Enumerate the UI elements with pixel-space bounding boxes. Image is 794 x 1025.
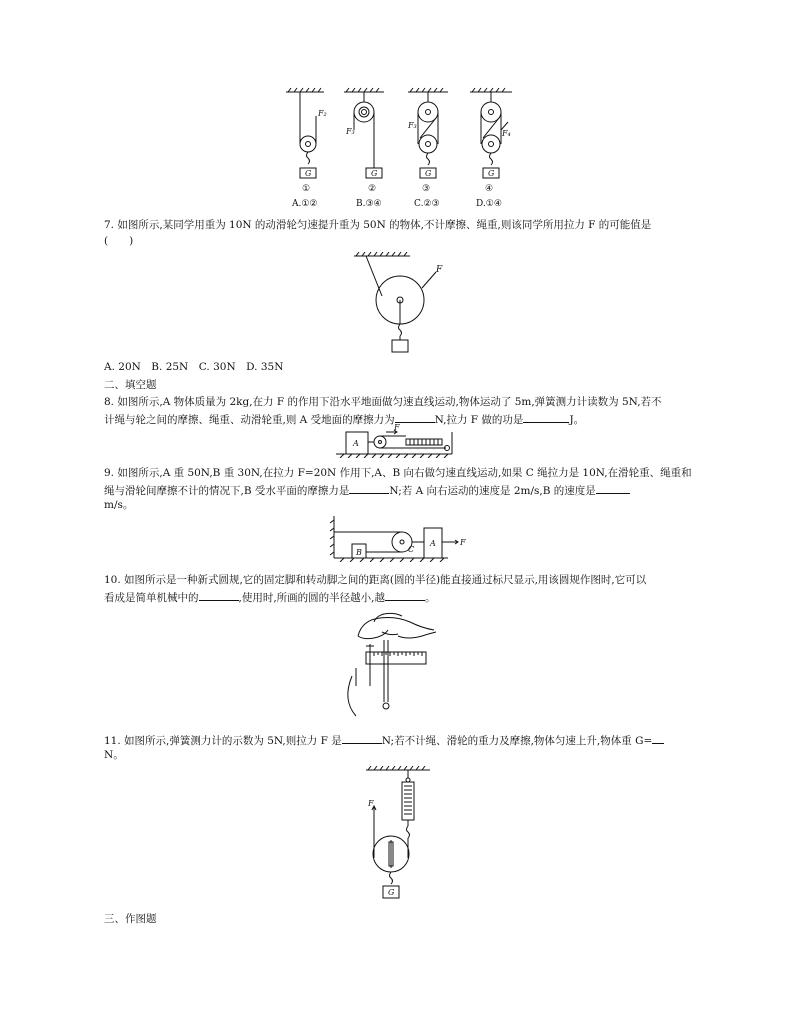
q10-text-c: 。	[425, 592, 436, 604]
option-label-a: A.①②	[292, 199, 318, 209]
q9-label-b: B	[356, 548, 362, 557]
section-fill-blank-title: 二、填空题	[104, 379, 157, 391]
system-number-3: ③	[422, 184, 431, 194]
q11-weight-label: G	[388, 888, 395, 897]
force-label-2: F₃	[346, 127, 355, 136]
q8-text-a: 计绳与轮之间的摩擦、绳重、动滑轮重,则 A 受地面的摩擦力为	[104, 414, 395, 426]
force-label-1: F₂	[318, 109, 327, 118]
q8-block-label: A	[353, 439, 359, 448]
q11-stem-line1	[104, 732, 664, 749]
q7-pulley-figure	[350, 252, 450, 356]
option-label-d: D.①④	[476, 199, 502, 209]
q10-blank-machine[interactable]	[199, 589, 239, 601]
q8-force-label: F	[394, 424, 400, 432]
system-number-4: ④	[485, 184, 494, 194]
q7-stem-line2: ( )	[104, 235, 134, 247]
system-number-2: ②	[368, 184, 377, 194]
weight-label-2: G	[371, 169, 378, 178]
q9-label-c: C	[408, 545, 415, 554]
q9-text-b: N;若 A 向右运动的速度是 2m/s,B 的速度是	[389, 485, 596, 497]
q10-stem-line1: 10. 如图所示是一种新式圆规,它的固定脚和转动脚之间的距离(圆的半径)能直接通过标尺显示,用该圆规作图时,它可以	[104, 574, 647, 586]
q9-stem-line1: 9. 如图所示,A 重 50N,B 重 30N,在拉力 F=20N 作用下,A、B 向右做匀速直线运动,如果 C 绳拉力是 10N,在滑轮重、绳重和	[104, 467, 692, 479]
option-label-b: B.③④	[356, 199, 382, 209]
weight-label-4: G	[488, 169, 495, 178]
q10-compass-figure	[338, 606, 438, 724]
q9-blank-speed[interactable]	[596, 482, 630, 494]
q10-blank-effort[interactable]	[385, 589, 425, 601]
weight-label-3: G	[425, 169, 432, 178]
force-label-4: F₄	[502, 129, 511, 138]
q11-blank-weight[interactable]	[652, 732, 664, 744]
q9-text-a: 绳与滑轮间摩擦不计的情况下,B 受水平面的摩擦力是	[104, 485, 350, 497]
q7-options: A. 20N B. 25N C. 30N D. 35N	[104, 361, 284, 373]
q8-blank-work[interactable]	[523, 411, 569, 423]
q7-force-label: F	[436, 265, 443, 275]
q11-text-a: 11. 如图所示,弹簧测力计的示数为 5N,则拉力 F 是	[104, 735, 342, 747]
q9-blank-friction[interactable]	[349, 482, 389, 494]
q8-stem-line1: 8. 如图所示,A 物体质量为 2kg,在力 F 的作用下沿水平地面做匀速直线运动,物体运动了 5m,弹簧测力计读数为 5N,若不	[104, 396, 662, 408]
q10-stem-line2	[104, 589, 436, 606]
q10-text-a: 看成是简单机械中的	[104, 592, 199, 604]
section-drawing-title: 三、作图题	[104, 913, 157, 925]
q9-label-f: F	[460, 538, 466, 547]
q11-figure	[362, 766, 434, 904]
q9-stem-line3: m/s。	[104, 499, 134, 511]
force-label-3: F₃	[408, 121, 417, 130]
weight-label-1: G	[305, 169, 312, 178]
q9-stem-line2	[104, 482, 630, 499]
q8-figure	[334, 424, 458, 458]
q7-stem-line1: 7. 如图所示,某同学用重为 10N 的动滑轮匀速提升重为 50N 的物体,不计摩擦、绳重,则该同学所用拉力 F 的可能值是	[104, 219, 652, 231]
q11-force-label: F	[368, 799, 374, 808]
q11-text-b: N;若不计绳、滑轮的重力及摩擦,物体匀速上升,物体重 G=	[381, 735, 653, 747]
system-number-1: ①	[302, 184, 311, 194]
q10-text-b: ,使用时,所画的圆的半径越小,越	[238, 592, 386, 604]
q11-stem-line2: N。	[104, 749, 124, 761]
q8-text-c: J。	[569, 414, 585, 426]
q9-label-a: A	[430, 539, 436, 548]
q8-text-b: N,拉力 F 做的功是	[434, 414, 524, 426]
option-label-c: C.②③	[414, 199, 440, 209]
q8-blank-friction[interactable]	[395, 411, 435, 423]
q9-figure	[328, 512, 478, 562]
pulley-options-figure	[280, 86, 515, 210]
q11-blank-force[interactable]	[342, 732, 382, 744]
